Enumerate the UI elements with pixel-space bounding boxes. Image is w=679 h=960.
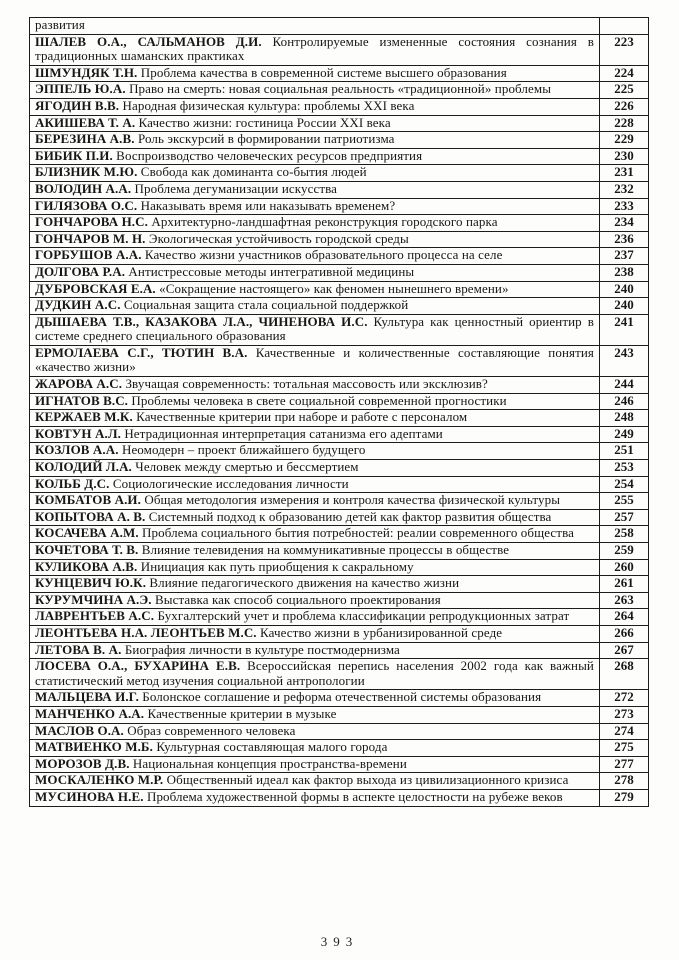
toc-row	[30, 132, 649, 149]
toc-entry-authors: ЛАВРЕНТЬЕВ А.С.	[35, 608, 158, 624]
toc-entry-text: МУСИНОВА Н.Е. Проблема художественной формы в аспекте целостности на рубеже веков	[30, 789, 600, 806]
toc-entry-page: 261	[600, 576, 649, 593]
toc-entry-text: МАСЛОВ О.А. Образ современного человека	[30, 723, 600, 740]
toc-entry-text: ЛЕТОВА В. А. Биография личности в культуре постмодернизма	[30, 642, 600, 659]
toc-entry-text: ЛЕОНТЬЕВА Н.А. ЛЕОНТЬЕВ М.С. Качество жизни в урбанизированной среде	[30, 625, 600, 642]
toc-entry-text: ШАЛЕВ О.А., САЛЬМАНОВ Д.И. Контролируемые измененные состояния сознания в традиционных шаманских практиках	[30, 34, 600, 65]
toc-row	[30, 281, 649, 298]
toc-entry-text: МОРОЗОВ Д.В. Национальная концепция пространства-времени	[30, 756, 600, 773]
toc-entry-authors: МАТВИЕНКО М.Б.	[35, 739, 157, 755]
toc-entry-page: 263	[600, 592, 649, 609]
toc-entry-page: 255	[600, 493, 649, 510]
toc-entry-page: 275	[600, 740, 649, 757]
toc-entry-authors: БИБИК П.И.	[35, 148, 117, 163]
toc-entry-authors: ШМУНДЯК Т.Н.	[35, 65, 141, 80]
toc-entry-page: 224	[600, 65, 649, 82]
toc-entry-page: 253	[600, 460, 649, 477]
toc-entry-text: КОЛОДИЙ Л.А. Человек между смертью и бессмертием	[30, 460, 600, 477]
toc-entry-text: КОЗЛОВ А.А. Неомодерн – проект ближайшего будущего	[30, 443, 600, 460]
toc-entry-text: развития	[30, 18, 600, 35]
toc-entry-page: 236	[600, 231, 649, 248]
toc-entry-authors: МАСЛОВ О.А.	[35, 723, 128, 738]
toc-entry-page: 240	[600, 298, 649, 315]
toc-entry-authors: МОРОЗОВ Д.В.	[35, 756, 133, 771]
toc-entry-text: БЛИЗНИК М.Ю. Свобода как доминанта со-бытия людей	[30, 165, 600, 182]
toc-entry-page: 243	[600, 345, 649, 376]
toc-entry-page: 229	[600, 132, 649, 149]
toc-entry-text: ЯГОДИН В.В. Народная физическая культура: проблемы XXI века	[30, 98, 600, 115]
toc-entry-text: КОЛЬБ Д.С. Социологические исследования личности	[30, 476, 600, 493]
toc-entry-authors: КОЧЕТОВА Т. В.	[35, 542, 142, 557]
toc-entry-authors: КОПЫТОВА А. В.	[35, 509, 149, 524]
toc-entry-page: 279	[600, 789, 649, 806]
toc-row	[30, 198, 649, 215]
toc-entry-authors: ЯГОДИН В.В.	[35, 98, 123, 113]
toc-entry-page: 246	[600, 393, 649, 410]
toc-entry-text: ДОЛГОВА Р.А. Антистрессовые методы интегративной медицины	[30, 264, 600, 281]
toc-entry-page: 234	[600, 215, 649, 232]
toc-row	[30, 476, 649, 493]
toc-entry-page	[600, 18, 649, 35]
toc-entry-text: КУНЦЕВИЧ Ю.К. Влияние педагогического движения на качество жизни	[30, 576, 600, 593]
toc-row	[30, 298, 649, 315]
toc-entry-page: 274	[600, 723, 649, 740]
toc-row	[30, 82, 649, 99]
toc-entry-text: ИГНАТОВ В.С. Проблемы человека в свете социальной современной прогностики	[30, 393, 600, 410]
toc-row	[30, 659, 649, 690]
toc-entry-authors: ГОНЧАРОВА Н.С.	[35, 214, 152, 230]
toc-entry-authors: ДУДКИН А.С.	[35, 297, 124, 313]
toc-entry-page: 233	[600, 198, 649, 215]
toc-entry-text: ЛОСЕВА О.А., БУХАРИНА Е.В. Всероссийская перепись населения 2002 года как важный статистический метод изучения социальной антропологии	[30, 659, 600, 690]
toc-row	[30, 576, 649, 593]
toc-row	[30, 543, 649, 560]
toc-entry-text: ДУБРОВСКАЯ Е.А. «Сокращение настоящего» как феномен нынешнего времени»	[30, 281, 600, 298]
toc-entry-authors: ЖАРОВА А.С.	[35, 376, 126, 392]
toc-row	[30, 609, 649, 626]
toc-row	[30, 264, 649, 281]
toc-entry-authors: БЕРЕЗИНА А.В.	[35, 131, 138, 147]
toc-row	[30, 18, 649, 35]
toc-entry-page: 241	[600, 314, 649, 345]
toc-entry-authors: ВОЛОДИН А.А.	[35, 181, 135, 196]
toc-entry-text: ГИЛЯЗОВА О.С. Наказывать время или наказывать временем?	[30, 198, 600, 215]
toc-row	[30, 690, 649, 707]
toc-row	[30, 65, 649, 82]
toc-row	[30, 34, 649, 65]
toc-entry-authors: КОМБАТОВ А.И.	[35, 492, 145, 508]
toc-row	[30, 248, 649, 265]
toc-entry-page: 258	[600, 526, 649, 543]
toc-row	[30, 789, 649, 806]
toc-row	[30, 443, 649, 460]
toc-entry-authors: КУЛИКОВА А.В.	[35, 559, 141, 574]
toc-row	[30, 98, 649, 115]
toc-entry-text: ЕРМОЛАЕВА С.Г., ТЮТИН В.А. Качественные и количественные составляющие понятия «качество жизни»	[30, 345, 600, 376]
toc-entry-authors: ИГНАТОВ В.С.	[35, 393, 132, 408]
toc-entry-text: ДУДКИН А.С. Социальная защита стала социальной поддержкой	[30, 298, 600, 315]
toc-entry-page: 238	[600, 264, 649, 281]
toc-entry-authors: КОЛЬБ Д.С.	[35, 476, 113, 491]
toc-entry-text: КЕРЖАЕВ М.К. Качественные критерии при наборе и работе с персоналом	[30, 410, 600, 427]
toc-entry-text: КОМБАТОВ А.И. Общая методология измерения и контроля качества физической культуры	[30, 493, 600, 510]
toc-entry-page: 273	[600, 706, 649, 723]
toc-entry-text: МАНЧЕНКО А.А. Качественные критерии в музыке	[30, 706, 600, 723]
toc-entry-page: 251	[600, 443, 649, 460]
toc-row	[30, 706, 649, 723]
toc-entry-page: 232	[600, 181, 649, 198]
toc-entry-page: 260	[600, 559, 649, 576]
toc-entry-authors: ДЫШАЕВА Т.В., КАЗАКОВА Л.А., ЧИНЕНОВА И.С.	[35, 314, 374, 329]
toc-entry-text: КОВТУН А.Л. Нетрадиционная интерпретация сатанизма его адептами	[30, 426, 600, 443]
toc-entry-text: ЖАРОВА А.С. Звучащая современность: тотальная массовость или эксклюзив?	[30, 377, 600, 394]
toc-entry-authors: ГОНЧАРОВ М. Н.	[35, 231, 149, 246]
toc-row	[30, 426, 649, 443]
toc-entry-page: 266	[600, 625, 649, 642]
toc-table-body	[30, 18, 649, 807]
toc-entry-page: 237	[600, 248, 649, 265]
toc-entry-text: ЭППЕЛЬ Ю.А. Право на смерть: новая социальная реальность «традиционной» проблемы	[30, 82, 600, 99]
toc-row	[30, 314, 649, 345]
toc-row	[30, 493, 649, 510]
toc-entry-authors: КУНЦЕВИЧ Ю.К.	[35, 575, 150, 591]
toc-row	[30, 410, 649, 427]
toc-entry-page: 254	[600, 476, 649, 493]
toc-entry-page: 278	[600, 773, 649, 790]
toc-entry-text: КУРУМЧИНА А.Э. Выставка как способ социального проектирования	[30, 592, 600, 609]
toc-entry-page: 268	[600, 659, 649, 690]
toc-entry-text: ГОНЧАРОВА Н.С. Архитектурно-ландшафтная реконструкция городского парка	[30, 215, 600, 232]
toc-row	[30, 181, 649, 198]
toc-row	[30, 231, 649, 248]
toc-entry-page: 249	[600, 426, 649, 443]
toc-entry-text: МАЛЬЦЕВА И.Г. Болонское соглашение и реформа отечественной системы образования	[30, 690, 600, 707]
toc-row	[30, 377, 649, 394]
toc-row	[30, 773, 649, 790]
toc-entry-text: ГОРБУШОВ А.А. Качество жизни участников образовательного процесса на селе	[30, 248, 600, 265]
toc-entry-authors: КОСАЧЕВА А.М.	[35, 525, 143, 541]
toc-entry-page: 240	[600, 281, 649, 298]
toc-table	[29, 17, 649, 807]
toc-row	[30, 740, 649, 757]
toc-entry-page: 230	[600, 148, 649, 165]
toc-row	[30, 393, 649, 410]
toc-entry-authors: ДУБРОВСКАЯ Е.А.	[35, 281, 160, 296]
toc-entry-page: 223	[600, 34, 649, 65]
toc-row	[30, 642, 649, 659]
toc-entry-page: 226	[600, 98, 649, 115]
toc-entry-authors: ЛЕОНТЬЕВА Н.А. ЛЕОНТЬЕВ М.С.	[35, 625, 261, 640]
toc-entry-authors: КУРУМЧИНА А.Э.	[35, 592, 155, 607]
toc-entry-page: 272	[600, 690, 649, 707]
toc-entry-page: 225	[600, 82, 649, 99]
toc-row	[30, 756, 649, 773]
toc-entry-authors: МАНЧЕНКО А.А.	[35, 706, 148, 721]
toc-entry-authors: МОСКАЛЕНКО М.Р.	[35, 772, 167, 788]
toc-entry-text: МОСКАЛЕНКО М.Р. Общественный идеал как фактор выхода из цивилизационного кризиса	[30, 773, 600, 790]
toc-entry-text: КУЛИКОВА А.В. Инициация как путь приобщения к сакральному	[30, 559, 600, 576]
toc-row	[30, 526, 649, 543]
toc-entry-page: 244	[600, 377, 649, 394]
toc-entry-text: БИБИК П.И. Воспроизводство человеческих ресурсов предприятия	[30, 148, 600, 165]
toc-entry-text: КОЧЕТОВА Т. В. Влияние телевидения на коммуникативные процессы в обществе	[30, 543, 600, 560]
toc-entry-authors: КЕРЖАЕВ М.К.	[35, 409, 137, 425]
toc-entry-authors: КОВТУН А.Л.	[35, 426, 125, 441]
toc-entry-text: БЕРЕЗИНА А.В. Роль экскурсий в формировании патриотизма	[30, 132, 600, 149]
toc-row	[30, 148, 649, 165]
toc-entry-text: АКИШЕВА Т. А. Качество жизни: гостиница России XXI века	[30, 115, 600, 132]
toc-entry-authors: АКИШЕВА Т. А.	[35, 115, 139, 130]
toc-row	[30, 592, 649, 609]
toc-entry-page: 264	[600, 609, 649, 626]
toc-entry-page: 248	[600, 410, 649, 427]
toc-entry-authors: ЛОСЕВА О.А., БУХАРИНА Е.В.	[35, 658, 248, 674]
toc-entry-text: ДЫШАЕВА Т.В., КАЗАКОВА Л.А., ЧИНЕНОВА И.С. Культура как ценностный ориентир в системе среднего специального образования	[30, 314, 600, 345]
toc-entry-text: ШМУНДЯК Т.Н. Проблема качества в современной системе высшего образования	[30, 65, 600, 82]
toc-row	[30, 115, 649, 132]
footer-page-number: 393	[320, 934, 359, 949]
toc-row	[30, 460, 649, 477]
toc-entry-page: 257	[600, 509, 649, 526]
toc-row	[30, 165, 649, 182]
toc-entry-text: КОСАЧЕВА А.М. Проблема социального бытия потребностей: реалии современного общества	[30, 526, 600, 543]
toc-row	[30, 215, 649, 232]
toc-row	[30, 625, 649, 642]
toc-entry-authors: БЛИЗНИК М.Ю.	[35, 164, 141, 180]
toc-entry-authors: МУСИНОВА Н.Е.	[35, 789, 147, 804]
toc-entry-text: ВОЛОДИН А.А. Проблема дегуманизации искусства	[30, 181, 600, 198]
toc-entry-authors: ШАЛЕВ О.А., САЛЬМАНОВ Д.И.	[35, 34, 273, 49]
toc-entry-authors: ГОРБУШОВ А.А.	[35, 247, 145, 263]
toc-row	[30, 559, 649, 576]
toc-entry-page: 228	[600, 115, 649, 132]
toc-entry-authors: ЕРМОЛАЕВА С.Г., ТЮТИН В.А.	[35, 345, 256, 360]
toc-entry-page: 277	[600, 756, 649, 773]
toc-entry-text: ГОНЧАРОВ М. Н. Экологическая устойчивость городской среды	[30, 231, 600, 248]
toc-entry-authors: МАЛЬЦЕВА И.Г.	[35, 689, 143, 705]
toc-row	[30, 723, 649, 740]
toc-entry-authors: КОЗЛОВ А.А.	[35, 442, 122, 458]
toc-entry-page: 231	[600, 165, 649, 182]
toc-entry-authors: ЛЕТОВА В. А.	[35, 642, 125, 657]
toc-entry-text: МАТВИЕНКО М.Б. Культурная составляющая малого города	[30, 740, 600, 757]
toc-entry-authors: КОЛОДИЙ Л.А.	[35, 459, 136, 475]
toc-entry-text: ЛАВРЕНТЬЕВ А.С. Бухгалтерский учет и проблема классификации репродукционных затрат	[30, 609, 600, 626]
toc-entry-page: 259	[600, 543, 649, 560]
toc-entry-text: КОПЫТОВА А. В. Системный подход к образованию детей как фактор развития общества	[30, 509, 600, 526]
toc-row	[30, 345, 649, 376]
toc-row	[30, 509, 649, 526]
toc-entry-authors: ГИЛЯЗОВА О.С.	[35, 198, 141, 213]
toc-entry-page: 267	[600, 642, 649, 659]
toc-entry-authors: ДОЛГОВА Р.А.	[35, 264, 129, 279]
toc-entry-authors: ЭППЕЛЬ Ю.А.	[35, 81, 130, 97]
